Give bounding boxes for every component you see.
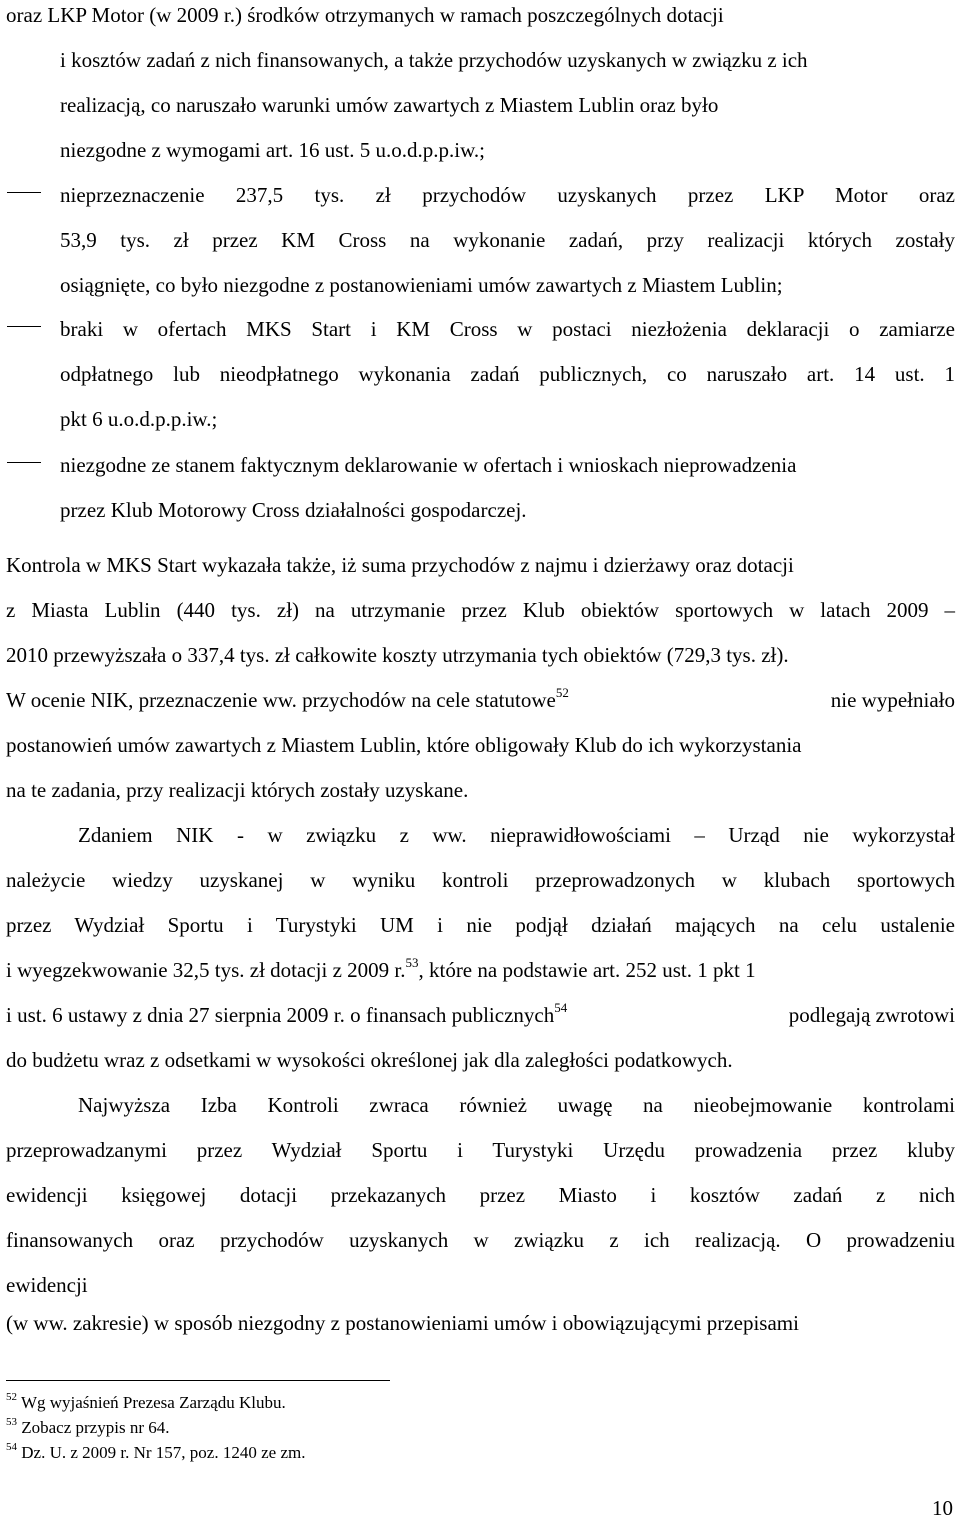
text-line: braki w ofertach MKS Start i KM Cross w postaci niezłożenia deklaracji o zamiarze (60, 317, 955, 341)
footnote (6, 1393, 286, 1413)
text-span: i ust. 6 ustawy z dnia 27 sierpnia 2009 r. o finansach publicznych (6, 1003, 555, 1027)
text-line (60, 92, 955, 118)
footnote (6, 1418, 169, 1438)
text-line: niezgodne z wymogami art. 16 ust. 5 u.o.d.p.p.iw.; (60, 138, 485, 162)
text-span: podlegają zwrotowi (788, 1003, 955, 1027)
footnote-ref: 52 (555, 685, 569, 700)
page-number: 10 (932, 1496, 953, 1520)
text-line (6, 687, 955, 713)
footnote-number: 54 (6, 1441, 17, 1454)
text-line: przez Klub Motorowy Cross działalności gospodarczej. (60, 498, 527, 522)
text-line: przez Wydział Sportu i Turystyki UM i nie podjął działań mających na celu ustalenie (6, 913, 955, 937)
text-line (6, 957, 955, 983)
text-line: przeprowadzanymi przez Wydział Sportu i Turystyki Urzędu prowadzenia przez kluby (6, 1138, 955, 1162)
text-span (6, 957, 756, 983)
text-line: z Miasta Lublin (440 tys. zł) na utrzymanie przez Klub obiektów sportowych w latach 2009 – (6, 598, 955, 622)
text-line: finansowanych oraz przychodów uzyskanych w związku z ich realizacją. O prowadzeniu (6, 1228, 955, 1252)
text-line: (w ww. zakresie) w sposób niezgodny z postanowieniami umów i obowiązującymi przepisami (6, 1311, 799, 1335)
text-span: W ocenie NIK, przeznaczenie ww. przychodów na cele statutowe (6, 688, 556, 712)
footnote-ref: 53 (405, 955, 419, 970)
text-span (6, 1002, 567, 1028)
text-span: , które na podstawie art. 252 ust. 1 pkt 1 (418, 958, 756, 982)
footnote-number: 52 (6, 1391, 17, 1404)
text-line (6, 1002, 955, 1028)
text-line: ewidencji (6, 1273, 88, 1297)
footnote-number: 53 (6, 1416, 17, 1429)
text-line: i kosztów zadań z nich finansowanych, a także przychodów uzyskanych w związku z ich (60, 48, 808, 72)
text-line: Najwyższa Izba Kontroli zwraca również uwagę na nieobejmowanie kontrolami (78, 1093, 955, 1117)
footnote-text: Dz. U. z 2009 r. Nr 157, poz. 1240 ze zm. (21, 1443, 306, 1462)
text-line: oraz LKP Motor (w 2009 r.) środków otrzymanych w ramach poszczególnych dotacji (6, 3, 724, 27)
text-line: na te zadania, przy realizacji których zostały uzyskane. (6, 778, 469, 802)
footnote-text: Zobacz przypis nr 64. (21, 1418, 170, 1437)
footnote-text: Wg wyjaśnień Prezesa Zarządu Klubu. (20, 1393, 286, 1412)
text-line: niezgodne ze stanem faktycznym deklarowanie w ofertach i wnioskach nieprowadzenia (60, 453, 797, 477)
text-line: do budżetu wraz z odsetkami w wysokości określonej jak dla zaległości podatkowych. (6, 1048, 733, 1072)
text-line: Zdaniem NIK - w związku z ww. nieprawidłowościami – Urząd nie wykorzystał (78, 823, 955, 847)
text-span: i wyegzekwowanie 32,5 tys. zł dotacji z 2009 r. (6, 958, 406, 982)
text-line: pkt 6 u.o.d.p.p.iw.; (60, 407, 218, 431)
text-span: nie wypełniało (830, 688, 955, 712)
footnote-ref: 54 (554, 1000, 568, 1015)
text-line: postanowień umów zawartych z Miastem Lublin, które obligowały Klub do ich wykorzystania (6, 733, 802, 757)
dash-bullet (7, 462, 41, 463)
text-line: należycie wiedzy uzyskanej w wyniku kontroli przeprowadzonych w klubach sportowych (6, 868, 955, 892)
text-line: osiągnięte, co było niezgodne z postanowieniami umów zawartych z Miastem Lublin; (60, 273, 783, 297)
footnote-separator (6, 1380, 390, 1381)
text-line: 2010 przewyższała o 337,4 tys. zł całkowite koszty utrzymania tych obiektów (729,3 tys. zł). (6, 643, 789, 667)
footnote (6, 1443, 305, 1463)
text-line: nieprzeznaczenie 237,5 tys. zł przychodów uzyskanych przez LKP Motor oraz (60, 183, 955, 207)
text-line: Kontrola w MKS Start wykazała także, iż suma przychodów z najmu i dzierżawy oraz dotacji (6, 553, 794, 577)
text-line: 53,9 tys. zł przez KM Cross na wykonanie zadań, przy realizacji których zostały (60, 228, 955, 252)
text-span (6, 687, 569, 713)
text-line: odpłatnego lub nieodpłatnego wykonania zadań publicznych, co naruszało art. 14 ust. 1 (60, 362, 955, 386)
text-span: realizacją, co naruszało warunki umów zawartych z Miastem Lublin oraz było (60, 93, 719, 117)
dash-bullet (7, 192, 41, 193)
dash-bullet (7, 326, 41, 327)
text-line: ewidencji księgowej dotacji przekazanych przez Miasto i kosztów zadań z nich (6, 1183, 955, 1207)
